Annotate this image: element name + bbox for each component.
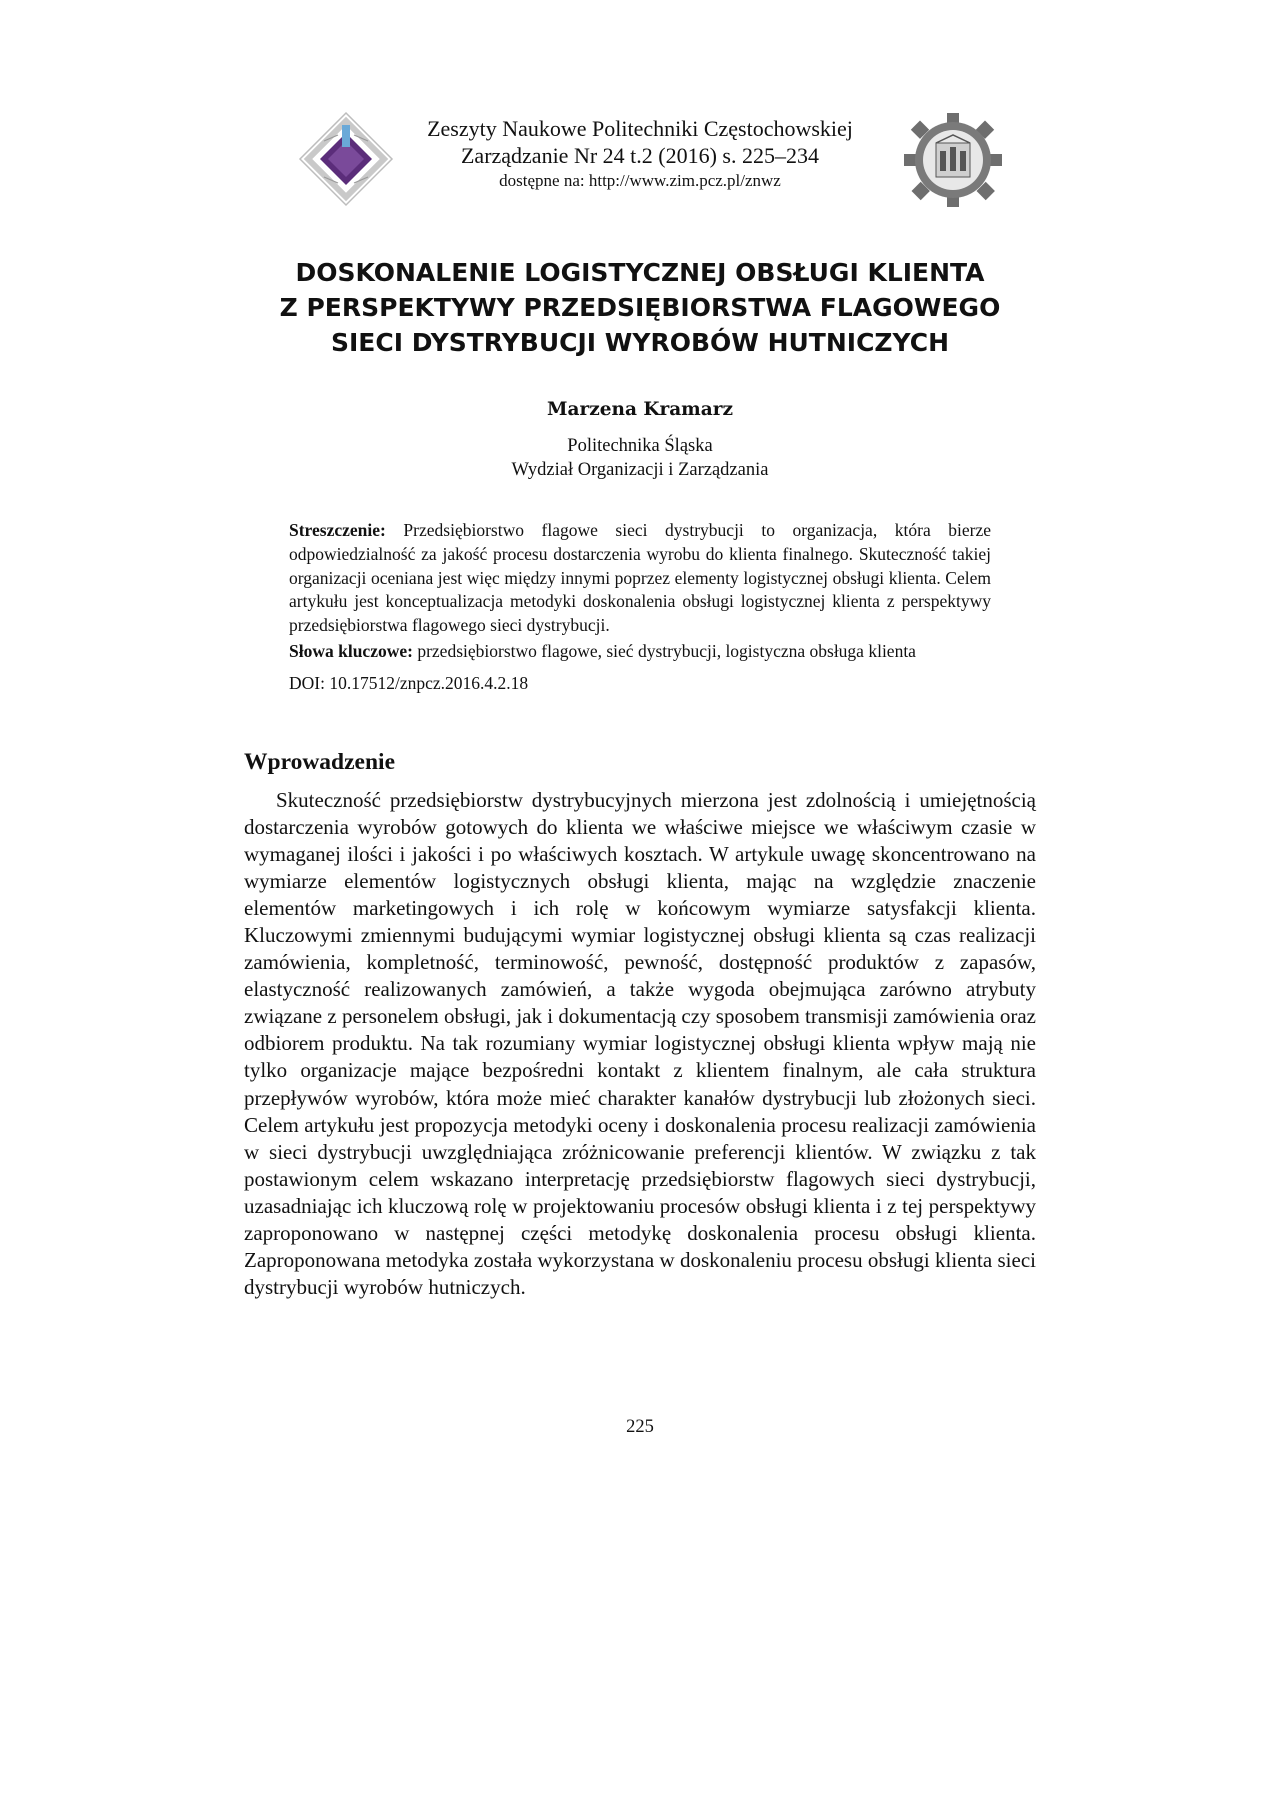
title-line-2: Z PERSPEKTYWY PRZEDSIĘBIORSTWA FLAGOWEGO [279,293,1001,322]
paper-title [200,255,1080,360]
keywords-label: Słowa kluczowe: [289,641,413,661]
journal-name: Zeszyty Naukowe Politechniki Częstochowskiej [427,116,853,141]
university-crest-icon [900,111,1006,209]
journal-header [240,107,1040,211]
doi: DOI: 10.17512/znpcz.2016.4.2.18 [289,673,529,693]
title-line-1: DOSKONALENIE LOGISTYCZNEJ OBSŁUGI KLIENTA [295,258,985,287]
author-affiliation-university: Politechnika Śląska [567,436,713,456]
abstract-label: Streszczenie: [289,520,386,540]
title-line-3: SIECI DYSTRYBUCJI WYROBÓW HUTNICZYCH [330,328,950,357]
author-affiliation-faculty: Wydział Organizacji i Zarządzania [511,460,769,480]
journal-issue: Zarządzanie Nr 24 t.2 (2016) s. 225–234 [460,143,819,168]
section-paragraph: Skuteczność przedsiębiorstw dystrybucyjnych mierzona jest zdolnością i umiejętnością dostarczenia wyrobów gotowych do klienta we właściwe miejsce we właściwym czasie w wymaganej ilości i jakości i po właściwych kosztach. W artykule uwagę skoncentrowano na wymiarze elementów logistycznych obsługi klienta, mając na względzie znaczenie elementów marketingowych i ich rolę w końcowym wymiarze satysfakcji klienta. Kluczowymi zmiennymi budującymi wymiar logistycznej obsługi klienta są czas realizacji zamówienia, kompletność, terminowość, pewność, dostępność produktów z zapasów, elastyczność realizowanych zamówień, a także wygoda obejmująca zarówno atrybuty związane z personelem obsługi, jak i dokumentacją czy sposobem transmisji zamówienia oraz odbiorem produktu. Na tak rozumiany wymiar logistycznej obsługi klienta wpływ mają nie tylko organizacje mające bezpośredni kontakt z klientem finalnym, ale cała struktura przepływów wyrobów, która może mieć charakter kanałów dystrybucji lub złożonych sieci. Celem artykułu jest propozycja metodyki oceny i doskonalenia procesu realizacji zamówienia w sieci dystrybucji uwzględniająca zróżnicowanie preferencji klientów. W związku z tak postawionym celem wskazano interpretację przedsiębiorstw flagowych sieci dystrybucji, uzasadniając ich kluczową rolę w projektowaniu procesów obsługi klienta i z tej perspektywy zaproponowano w następnej części metodykę doskonalenia procesu obsługi klienta. Zaproponowana metodyka została wykorzystana w doskonaleniu procesu obsługi klienta sieci dystrybucji wyrobów hutniczych. [244,788,1036,1299]
keywords-text: przedsiębiorstwo flagowe, sieć dystrybucji, logistyczna obsługa klienta [417,641,916,661]
keywords [289,640,1009,663]
abstract [289,519,991,638]
page-number: 225 [626,1417,654,1437]
section-heading: Wprowadzenie [244,749,396,775]
author-name: Marzena Kramarz [547,399,733,420]
journal-url: dostępne na: http://www.zim.pcz.pl/znwz [499,171,781,190]
abstract-text: Przedsiębiorstwo flagowe sieci dystrybucji to organizacja, która bierze odpowiedzialność za jakość procesu dostarczenia wyrobu do klienta finalnego. Skuteczność takiej organizacji oceniana jest więc między innymi poprzez elementy logistycznej obsługi klienta. Celem artykułu jest konceptualizacja metodyki doskonalenia obsługi logistycznej klienta z perspektywy przedsiębiorstwa flagowego sieci dystrybucji. [289,520,992,636]
